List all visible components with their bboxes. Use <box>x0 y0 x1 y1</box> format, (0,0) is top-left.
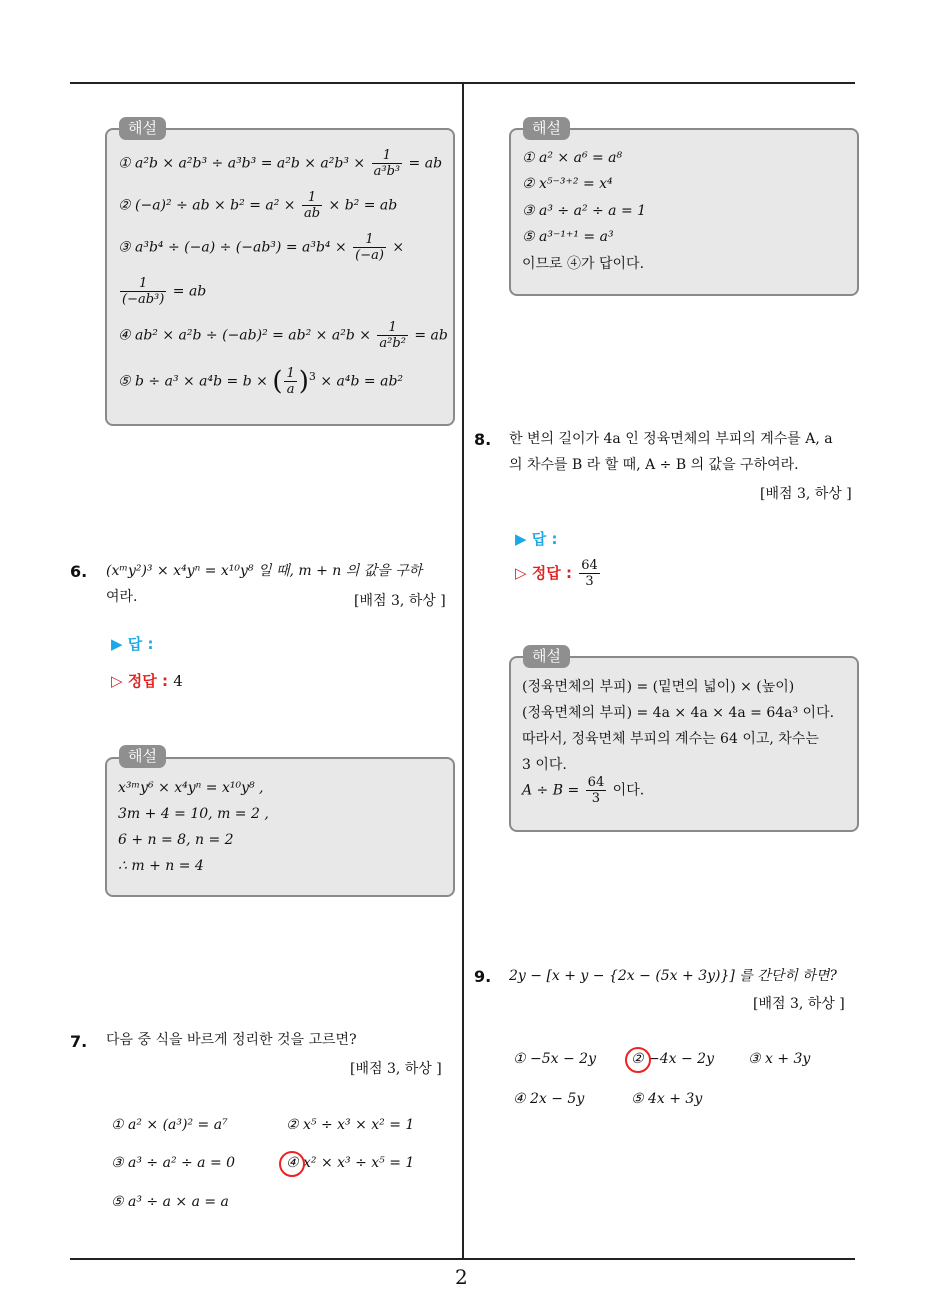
q7-exp-line-4: ⑤ a³⁻¹⁺¹ = a³ <box>522 229 614 245</box>
q8-correct-answer: ▷ 정답 : $\frac{64}{3}$ <box>515 558 598 589</box>
q8-exp-line-1: (정육면체의 부피) = (밑면의 넓이) × (높이) <box>522 679 795 695</box>
q6-correct-answer: ▷ 정답 : 4 <box>111 672 183 690</box>
q7-option-5[interactable]: ⑤ a³ ÷ a × a = a <box>111 1194 229 1210</box>
page-number: 2 <box>455 1265 468 1289</box>
q6-meta: [배점 3, 하상 ] <box>354 593 446 609</box>
q7-exp-line-5: 이므로 ④가 답이다. <box>522 256 645 272</box>
q7-selected-mark-icon <box>279 1151 305 1177</box>
q7-option-4[interactable]: ④ x² × x³ ÷ x⁵ = 1 <box>286 1155 415 1171</box>
q9-option-4[interactable]: ④ 2x − 5y <box>513 1091 585 1107</box>
q7-number: 7. <box>70 1032 88 1051</box>
bottom-rule <box>70 1258 855 1260</box>
q8-exp-line-4: 3 이다. <box>522 757 567 773</box>
q8-text: 한 변의 길이가 4a 인 정육면체의 부피의 계수를 A, a 의 차수를 B 라 할 때, A ÷ B 의 값을 구하여라. <box>509 431 833 473</box>
exp-line-2: ② (−a)² ÷ ab × b² = a² × $\frac{1}{ab}$ × b² = ab <box>118 190 398 221</box>
column-divider <box>462 84 464 1258</box>
explanation-tag: 해설 <box>523 117 570 140</box>
exp-line-1: ① a²b × a²b³ ÷ a³b³ = a²b × a²b³ × $\frac{1}{\text{a³b³}}$ = ab <box>118 148 443 179</box>
exp-line-4: $\frac{1}{\text{(−ab³)}}$ = ab <box>122 276 207 307</box>
q9-option-1[interactable]: ① −5x − 2y <box>513 1051 596 1067</box>
q9-option-3[interactable]: ③ x + 3y <box>748 1051 811 1067</box>
q7-option-3[interactable]: ③ a³ ÷ a² ÷ a = 0 <box>111 1155 236 1171</box>
q9-selected-mark-icon <box>625 1047 651 1073</box>
q7-exp-line-3: ③ a³ ÷ a² ÷ a = 1 <box>522 203 647 219</box>
q9-number: 9. <box>474 967 492 986</box>
q6-text: (xᵐy²)³ × x⁴yⁿ = x¹⁰y⁸ 일 때, m + n 의 값을 구하 여라. <box>106 563 423 605</box>
q6-exp-line-4: ∴ m + n = 4 <box>118 858 204 874</box>
exp-line-6: ⑤ b ÷ a³ × a⁴b = b × ( $\frac{1}{a}$ )$^3$ × a⁴b = ab² <box>118 366 404 397</box>
q6-number: 6. <box>70 562 88 581</box>
q9-option-5[interactable]: ⑤ 4x + 3y <box>631 1091 703 1107</box>
q7-meta: [배점 3, 하상 ] <box>350 1061 442 1077</box>
q7-option-2[interactable]: ② x⁵ ÷ x³ × x² = 1 <box>286 1117 415 1133</box>
q8-number: 8. <box>474 430 492 449</box>
q9-text: 2y − [x + y − {2x − (5x + 3y)}] 를 간단히 하면? <box>509 968 837 984</box>
q6-answer-label: ▶ 답 : <box>111 635 154 653</box>
q8-exp-line-2: (정육면체의 부피) = 4a × 4a × 4a = 64a³ 이다. <box>522 705 835 721</box>
q7-text: 다음 중 식을 바르게 정리한 것을 고르면? <box>106 1032 357 1048</box>
q6-exp-line-1: x³ᵐy⁶ × x⁴yⁿ = x¹⁰y⁸ , <box>118 780 264 796</box>
q7-exp-line-1: ① a² × a⁶ = a⁸ <box>522 150 623 166</box>
exp-line-3: ③ a³b⁴ ÷ (−a) ÷ (−ab³) = a³b⁴ × $\frac{1}{(-a)}$ × <box>118 232 405 263</box>
q8-answer-label: ▶ 답 : <box>515 530 558 548</box>
explanation-tag: 해설 <box>119 745 166 768</box>
q7-exp-line-2: ② x⁵⁻³⁺² = x⁴ <box>522 176 613 192</box>
q8-exp-line-3: 따라서, 정육면체 부피의 계수는 64 이고, 차수는 <box>522 731 819 747</box>
explanation-tag: 해설 <box>119 117 166 140</box>
q8-exp-line-5: A ÷ B = $\frac{64}{3}$ 이다. <box>522 775 645 806</box>
q8-meta: [배점 3, 하상 ] <box>760 486 852 502</box>
explanation-tag: 해설 <box>523 645 570 668</box>
q6-exp-line-3: 6 + n = 8, n = 2 <box>118 832 234 848</box>
q7-option-1[interactable]: ① a² × (a³)² = a⁷ <box>111 1117 228 1133</box>
exp-line-5: ④ ab² × a²b ÷ (−ab)² = ab² × a²b × $\frac{1}{\text{a²b²}}$ = ab <box>118 320 448 351</box>
q9-meta: [배점 3, 하상 ] <box>753 996 845 1012</box>
q9-option-2[interactable]: ② −4x − 2y <box>631 1051 714 1067</box>
q6-exp-line-2: 3m + 4 = 10, m = 2 , <box>118 806 269 822</box>
